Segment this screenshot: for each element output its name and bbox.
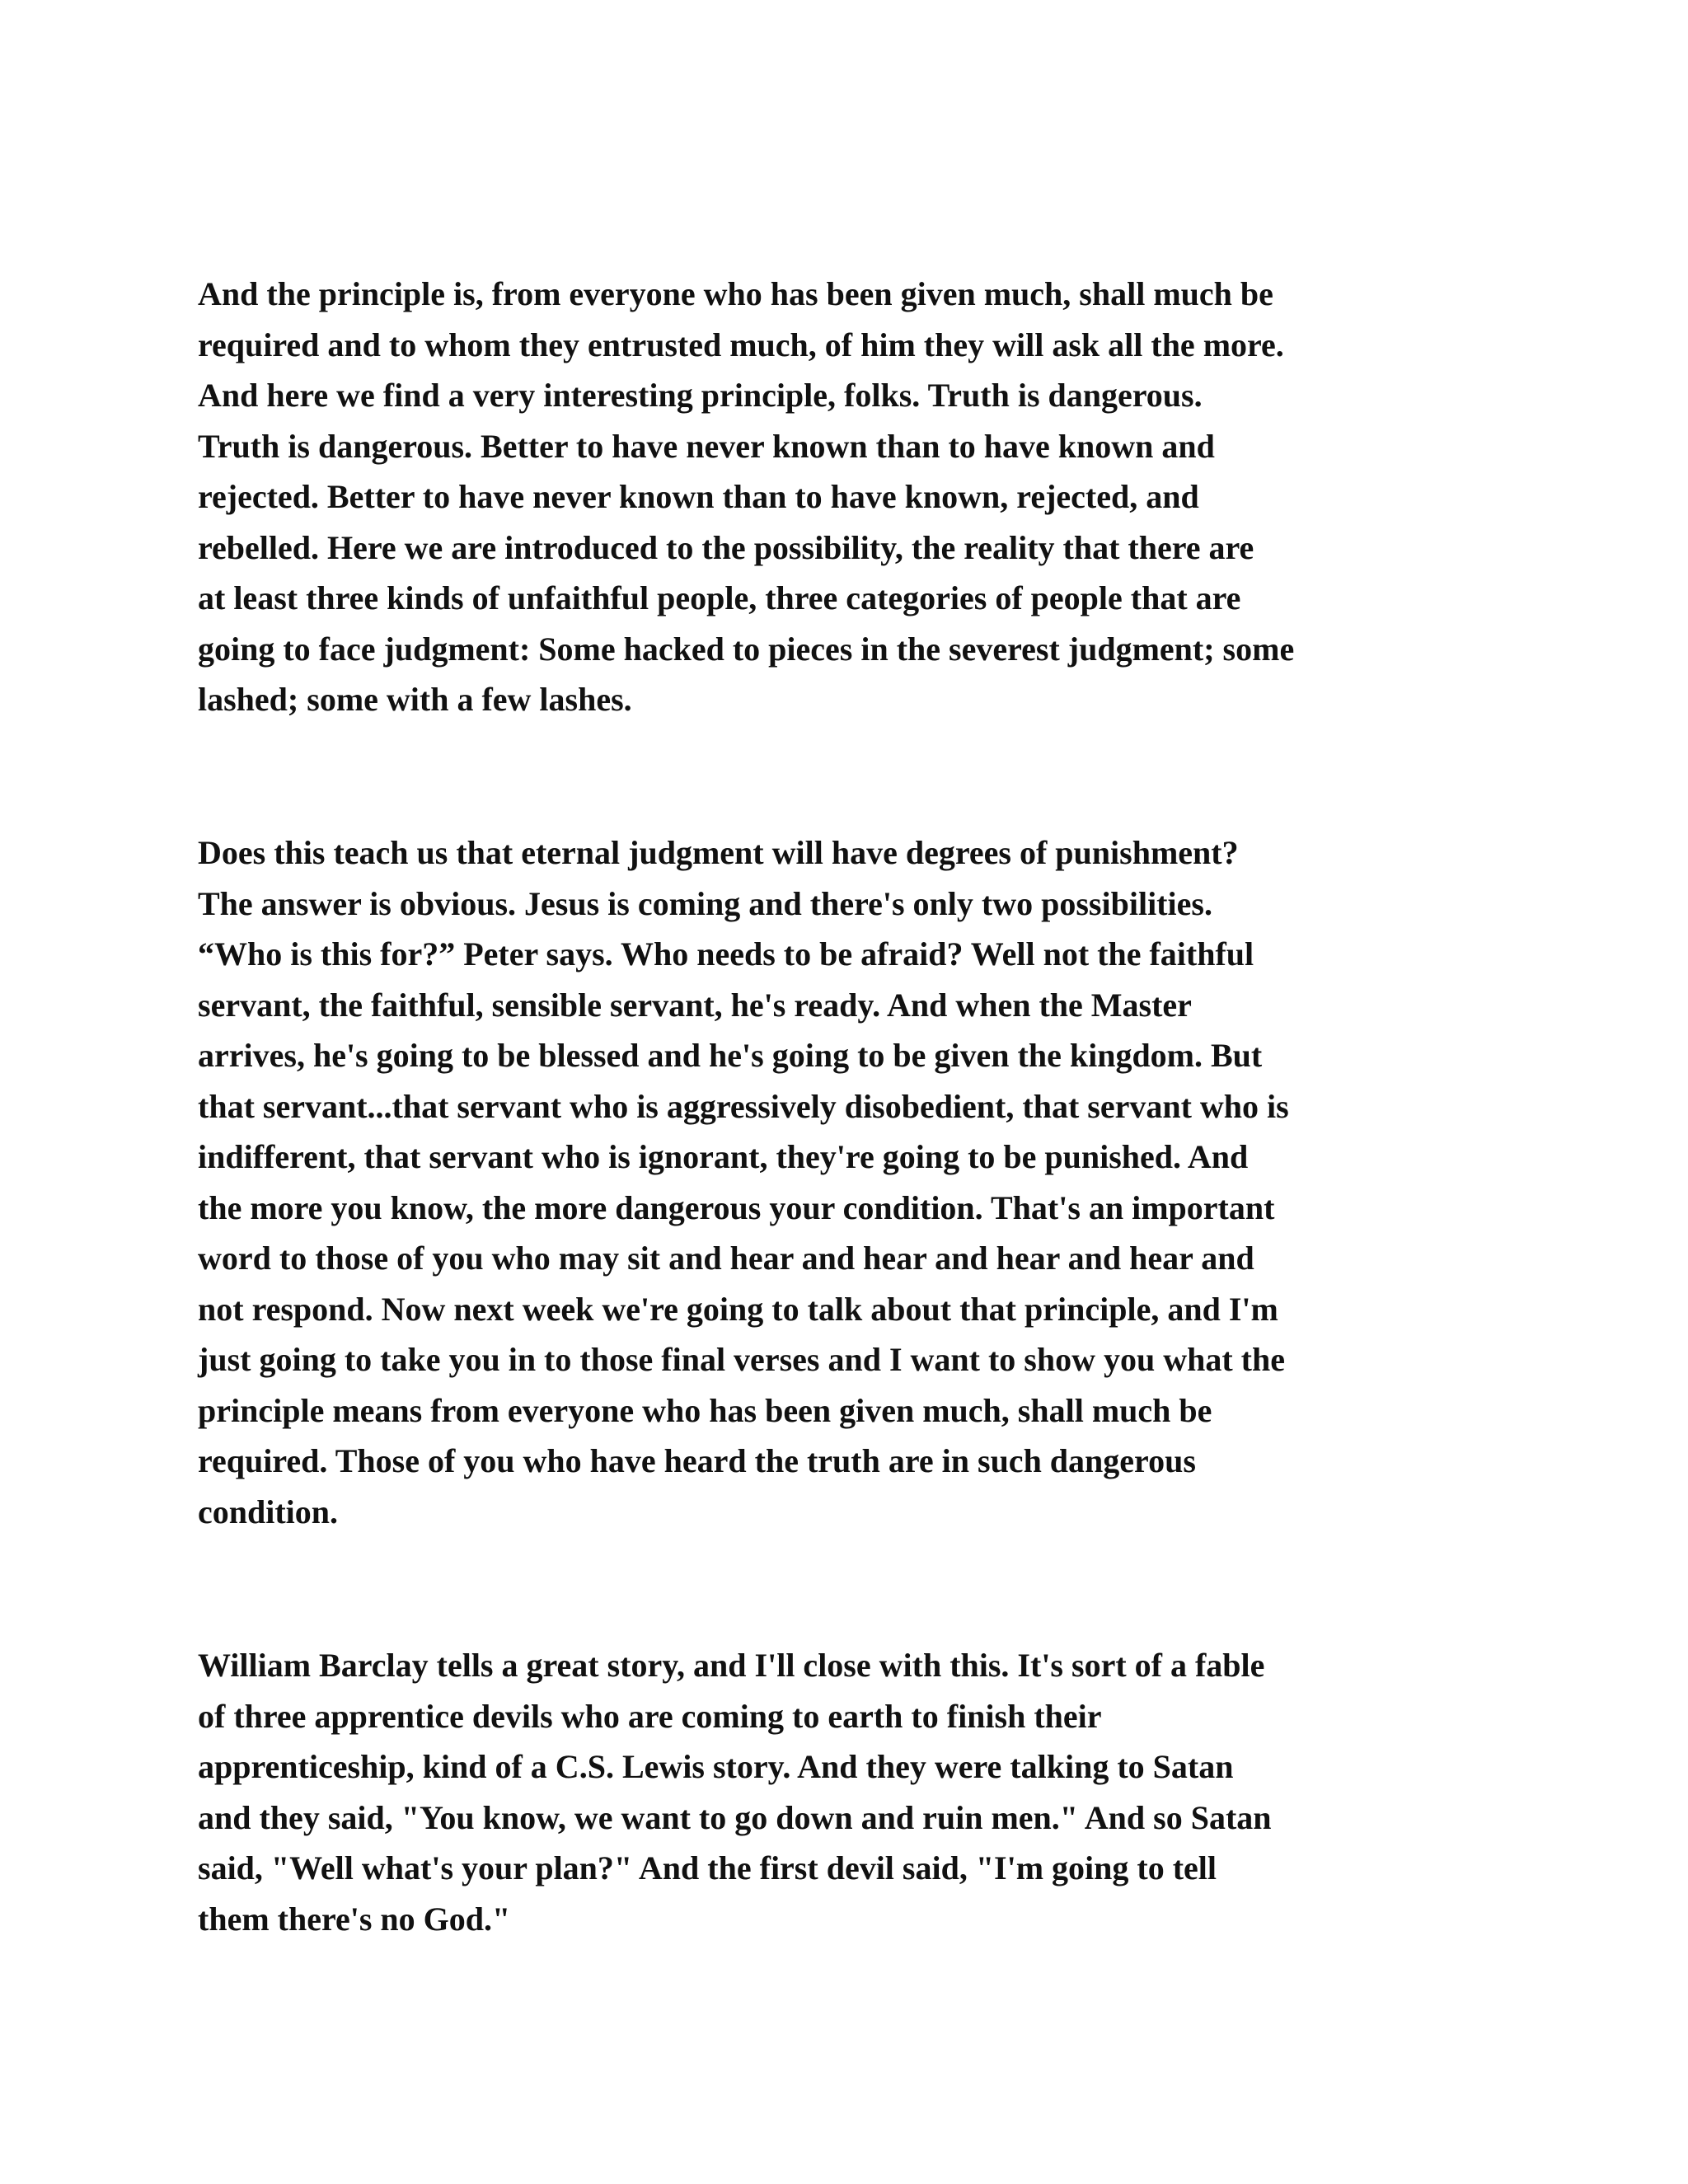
paragraph-line: said, "Well what's your plan?" And the first devil said, "I'm going to tell bbox=[198, 1849, 1217, 1886]
paragraph-line: required and to whom they entrusted much, of him they will ask all the more. bbox=[198, 326, 1284, 363]
paragraph-line: not respond. Now next week we're going to talk about that principle, and I'm bbox=[198, 1290, 1278, 1328]
paragraph-line: condition. bbox=[198, 1493, 339, 1530]
paragraph-line: Does this teach us that eternal judgment will have degrees of punishment? bbox=[198, 834, 1239, 871]
paragraph-line: Truth is dangerous. Better to have never known than to have known and bbox=[198, 427, 1215, 465]
paragraph-2 bbox=[198, 827, 1500, 1537]
paragraph-3 bbox=[198, 1640, 1500, 1944]
paragraph-line: The answer is obvious. Jesus is coming and there's only two possibilities. bbox=[198, 884, 1212, 922]
paragraph-line: at least three kinds of unfaithful people, three categories of people that are bbox=[198, 579, 1241, 616]
paragraph-line: and they said, "You know, we want to go down and ruin men." And so Satan bbox=[198, 1798, 1272, 1836]
paragraph-line: them there's no God." bbox=[198, 1900, 511, 1938]
paragraph-line: apprenticeship, kind of a C.S. Lewis story. And they were talking to Satan bbox=[198, 1748, 1234, 1785]
paragraph-line: William Barclay tells a great story, and I'll close with this. It's sort of a fable bbox=[198, 1647, 1265, 1684]
paragraph-line: rejected. Better to have never known than to have known, rejected, and bbox=[198, 478, 1199, 515]
paragraph-line: principle means from everyone who has been given much, shall much be bbox=[198, 1391, 1212, 1429]
paragraph-line: lashed; some with a few lashes. bbox=[198, 681, 632, 718]
paragraph-line: the more you know, the more dangerous your condition. That's an important bbox=[198, 1188, 1275, 1226]
paragraph-line: indifferent, that servant who is ignorant, they're going to be punished. And bbox=[198, 1138, 1249, 1175]
paragraph-line: just going to take you in to those final verses and I want to show you what the bbox=[198, 1341, 1286, 1378]
paragraph-1 bbox=[198, 269, 1500, 725]
paragraph-line: servant, the faithful, sensible servant, he's ready. And when the Master bbox=[198, 986, 1192, 1024]
paragraph-line: word to those of you who may sit and hear and hear and hear and hear and bbox=[198, 1240, 1254, 1277]
paragraph-line: arrives, he's going to be blessed and he's going to be given the kingdom. But bbox=[198, 1037, 1263, 1074]
paragraph-line: required. Those of you who have heard the truth are in such dangerous bbox=[198, 1442, 1196, 1479]
paragraph-line: And here we find a very interesting principle, folks. Truth is dangerous. bbox=[198, 377, 1203, 414]
paragraph-line: of three apprentice devils who are coming to earth to finish their bbox=[198, 1697, 1102, 1735]
paragraph-line: that servant...that servant who is aggressively disobedient, that servant who is bbox=[198, 1087, 1289, 1125]
paragraph-line: “Who is this for?” Peter says. Who needs to be afraid? Well not the faithful bbox=[198, 935, 1254, 972]
paragraph-line: And the principle is, from everyone who has been given much, shall much be bbox=[198, 275, 1273, 312]
paragraph-line: rebelled. Here we are introduced to the possibility, the reality that there are bbox=[198, 528, 1254, 566]
paragraph-line: going to face judgment: Some hacked to pieces in the severest judgment; some bbox=[198, 630, 1295, 668]
